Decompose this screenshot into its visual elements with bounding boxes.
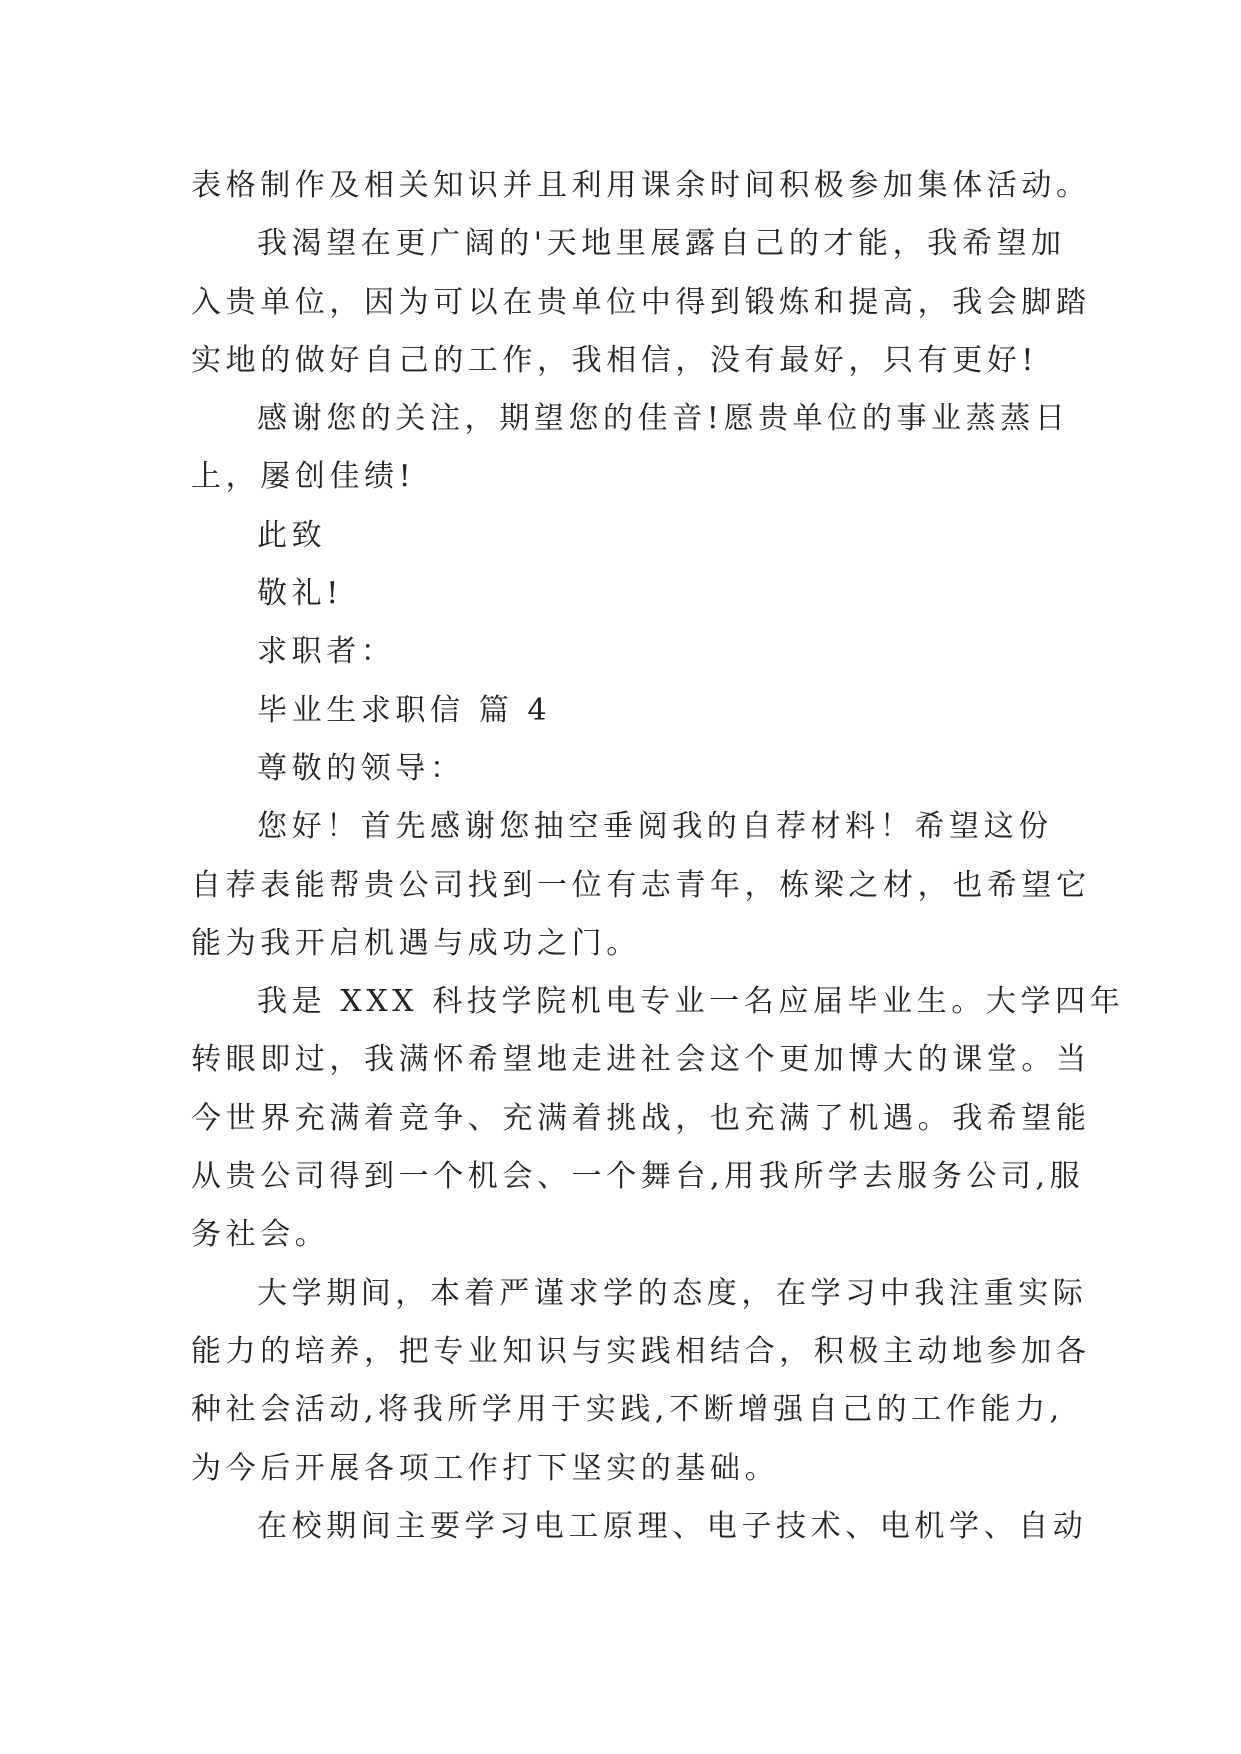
text-line: 务社会。	[191, 1217, 330, 1253]
section-heading: 毕业生求职信 篇 4	[257, 692, 552, 728]
closing-regards: 敬礼!	[257, 576, 343, 612]
text-line: 感谢您的关注，期望您的佳音!愿贵单位的事业蒸蒸日	[257, 401, 1070, 437]
text-line: 您好！首先感谢您抽空垂阅我的自荐材料！希望这份	[257, 809, 1053, 845]
text-line: 种社会活动,将我所学用于实践,不断增强自己的工作能力,	[191, 1392, 1064, 1428]
text-line: 入贵单位，因为可以在贵单位中得到锻炼和提高，我会脚踏	[191, 284, 1091, 320]
text-line: 在校期间主要学习电工原理、电子技术、电机学、自动	[257, 1508, 1088, 1544]
text-line: 实地的做好自己的工作，我相信，没有最好，只有更好!	[191, 342, 1039, 378]
text-line: 今世界充满着竞争、充满着挑战，也充满了机遇。我希望能	[191, 1100, 1091, 1136]
document-body	[191, 157, 1125, 1556]
text-line: 表格制作及相关知识并且利用课余时间积极参加集体活动。	[191, 168, 1091, 203]
text-line: 大学期间，本着严谨求学的态度，在学习中我注重实际	[257, 1275, 1088, 1311]
text-line: 从贵公司得到一个机会、一个舞台,用我所学去服务公司,服	[191, 1159, 1085, 1195]
text-line: 转眼即过，我满怀希望地走进社会这个更加博大的课堂。当	[191, 1042, 1091, 1078]
signature-label: 求职者：	[257, 634, 396, 670]
text-line: 自荐表能帮贵公司找到一位有志青年，栋梁之材，也希望它	[191, 867, 1091, 903]
text-line: 上，屡创佳绩!	[191, 459, 416, 495]
text-line: 为今后开展各项工作打下坚实的基础。	[191, 1450, 780, 1486]
text-line: 我是 XXX 科技学院机电专业一名应届毕业生。大学四年	[257, 984, 1125, 1020]
text-line: 我渴望在更广阔的'天地里展露自己的才能，我希望加	[257, 226, 1066, 262]
letter-greeting: 尊敬的领导：	[257, 750, 465, 786]
text-line: 能力的培养，把专业知识与实践相结合，积极主动地参加各	[191, 1333, 1091, 1369]
text-line: 能为我开启机遇与成功之门。	[191, 925, 641, 961]
closing-salutation: 此致	[257, 517, 327, 553]
